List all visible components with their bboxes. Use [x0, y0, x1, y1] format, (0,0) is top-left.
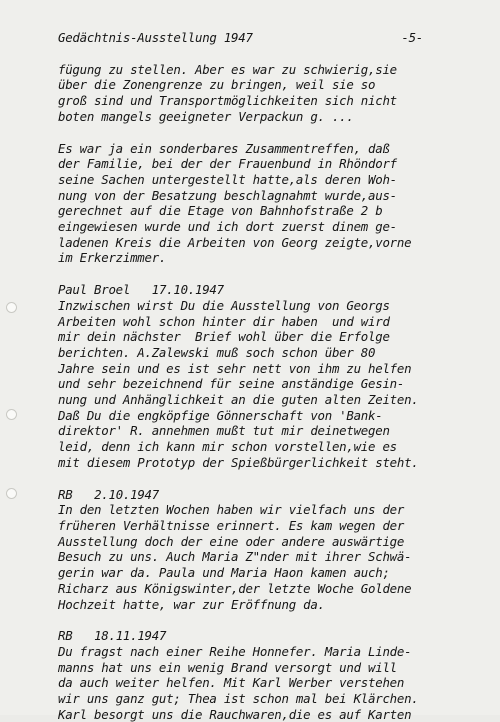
text-line: Besuch zu uns. Auch Maria Z"nder mit ihrer Schwä- — [58, 549, 412, 565]
text-line: über die Zonengrenze zu bringen, weil sie so — [58, 77, 376, 93]
paragraph-spacer — [58, 125, 488, 141]
text-line: Ausstellung doch der eine oder andere auswärtige — [58, 533, 405, 549]
page-number: -5- — [401, 30, 423, 45]
text-line: direktor' R. annehmen mußt tut mir deinetwegen — [58, 423, 390, 439]
entry-heading — [58, 487, 488, 503]
document-body — [58, 62, 488, 722]
text-line: nung und Anhänglichkeit an die guten alten Zeiten. — [58, 392, 419, 408]
entry-date: 17.10.1947 — [151, 282, 224, 298]
text-line: leid, denn ich kann mir schon vorstellen,wie es — [58, 439, 397, 455]
text-line: groß sind und Transportmöglichkeiten sich nicht — [58, 93, 397, 109]
text-line: gerin war da. Paula und Maria Haon kamen auch; — [58, 565, 390, 581]
text-line: Du fragst nach einer Reihe Honnefer. Maria Linde- — [58, 643, 412, 659]
text-line: ladenen Kreis die Arbeiten von Georg zeigte,vorne — [58, 234, 412, 250]
entry-author: RB — [58, 486, 73, 502]
text-line: Arbeiten wohl schon hinter dir haben und wird — [58, 313, 390, 329]
text-line: In den letzten Wochen haben wir vielfach uns der — [58, 502, 405, 518]
entry-author: RB — [58, 628, 73, 644]
entry-date: 2.10.1947 — [94, 486, 159, 502]
text-line: früheren Verhältnisse erinnert. Es kam wegen der — [58, 517, 405, 533]
punch-hole — [6, 409, 17, 420]
text-line: mit diesem Prototyp der Spießbürgerlichkeit steht. — [58, 454, 419, 470]
page-content — [58, 30, 488, 722]
text-line: Es war ja ein sonderbares Zusammentreffen, daß — [58, 140, 390, 156]
text-line: mir dein nächster Brief wohl über die Erfolge — [58, 329, 390, 345]
punch-hole — [6, 488, 17, 499]
entry-heading — [58, 282, 488, 298]
paragraph-spacer — [58, 471, 488, 487]
text-line: eingewiesen wurde und ich dort zuerst dinem ge- — [58, 219, 397, 235]
text-line: da auch weiter helfen. Mit Karl Werber verstehen — [58, 675, 405, 691]
text-line: gerechnet auf die Etage von Bahnhofstraße 2 b — [58, 203, 383, 219]
text-line: wir uns ganz gut; Thea ist schon mal bei Klärchen. — [58, 691, 419, 707]
page-header — [58, 30, 423, 46]
text-line: der Familie, bei der der Frauenbund in Rhöndorf — [58, 156, 397, 172]
text-line: Inzwischen wirst Du die Ausstellung von Georgs — [58, 297, 390, 313]
entry-date: 18.11.1947 — [94, 628, 167, 644]
punch-hole — [6, 302, 17, 313]
text-line: seine Sachen untergestellt hatte,als deren Woh- — [58, 171, 397, 187]
paragraph-spacer — [58, 612, 488, 628]
text-line: Jahre sein und es ist sehr nett von ihm zu helfen — [58, 360, 412, 376]
paragraph-spacer — [58, 266, 488, 282]
text-line: Hochzeit hatte, war zur Eröffnung da. — [58, 596, 325, 612]
text-line: nung von der Besatzung beschlagnahmt wurde,aus- — [58, 187, 397, 203]
text-line: Daß Du die engköpfige Gönnerschaft von 'Bank- — [58, 407, 383, 423]
entry-author: Paul Broel — [58, 282, 131, 298]
text-line: und sehr bezeichnend für seine anständige Gesin- — [58, 376, 405, 392]
text-line: im Erkerzimmer. — [58, 250, 167, 266]
page-title: Gedächtnis-Ausstellung 1947 — [58, 30, 253, 45]
text-line: fügung zu stellen. Aber es war zu schwierig,sie — [58, 61, 397, 77]
entry-heading — [58, 628, 488, 644]
text-line: manns hat uns ein wenig Brand versorgt und will — [58, 659, 397, 675]
text-line: Karl besorgt uns die Rauchwaren,die es auf Karten — [58, 706, 412, 722]
text-line: Richarz aus Königswinter,der letzte Woche Goldene — [58, 580, 412, 596]
text-line: berichten. A.Zalewski muß soch schon über 80 — [58, 344, 376, 360]
text-line: boten mangels geeigneter Verpackun g. ... — [58, 108, 354, 124]
